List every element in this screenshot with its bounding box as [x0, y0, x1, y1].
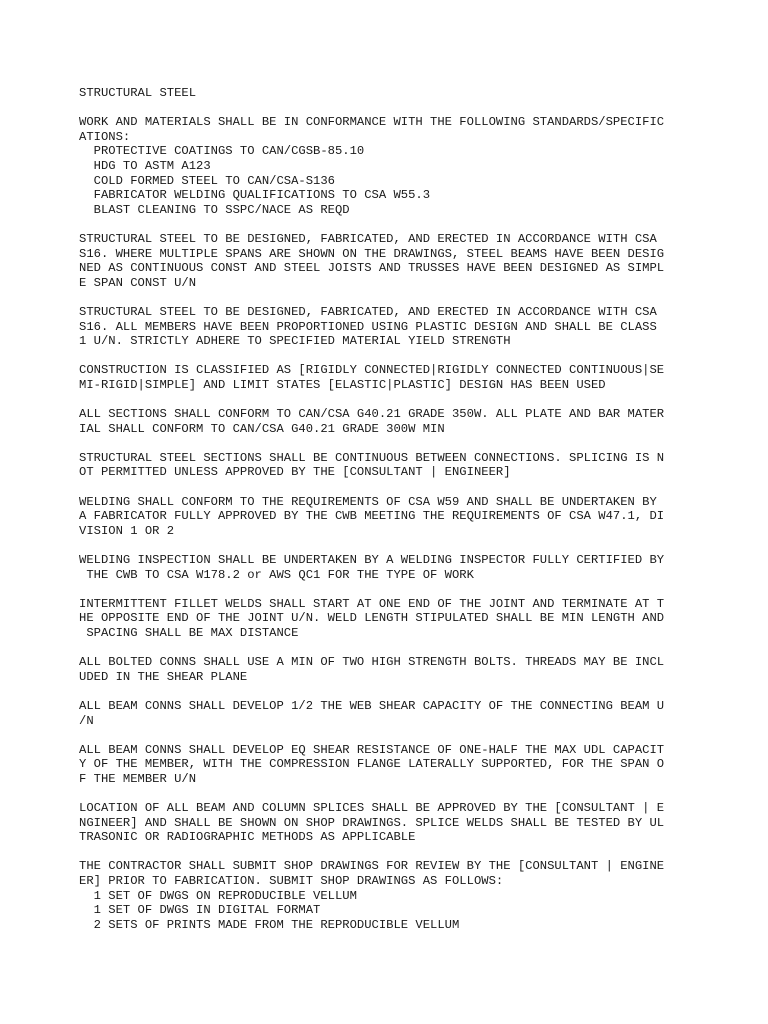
spec-line: ALL BEAM CONNS SHALL DEVELOP 1/2 THE WEB SHEAR CAPACITY OF THE CONNECTING BEAM U — [79, 698, 665, 713]
spec-line: 1 SET OF DWGS IN DIGITAL FORMAT — [79, 903, 321, 918]
spec-line: SPACING SHALL BE MAX DISTANCE — [79, 625, 299, 640]
spec-line: WORK AND MATERIALS SHALL BE IN CONFORMANCE WITH THE FOLLOWING STANDARDS/SPECIFIC — [79, 115, 665, 130]
spec-line: A FABRICATOR FULLY APPROVED BY THE CWB MEETING THE REQUIREMENTS OF CSA W47.1, DI — [79, 509, 665, 524]
spec-line: THE CONTRACTOR SHALL SUBMIT SHOP DRAWINGS FOR REVIEW BY THE [CONSULTANT | ENGINE — [79, 859, 665, 874]
spec-line: THE CWB TO CSA W178.2 or AWS QC1 FOR THE TYPE OF WORK — [79, 567, 474, 582]
spec-line: 1 U/N. STRICTLY ADHERE TO SPECIFIED MATERIAL YIELD STRENGTH — [79, 334, 511, 349]
spec-line: Y OF THE MEMBER, WITH THE COMPRESSION FLANGE LATERALLY SUPPORTED, FOR THE SPAN O — [79, 757, 665, 772]
spec-line: STRUCTURAL STEEL TO BE DESIGNED, FABRICATED, AND ERECTED IN ACCORDANCE WITH CSA — [79, 304, 657, 319]
spec-line: MI-RIGID|SIMPLE] AND LIMIT STATES [ELASTIC|PLASTIC] DESIGN HAS BEEN USED — [79, 377, 606, 392]
spec-sections — [79, 115, 699, 932]
spec-line: STRUCTURAL STEEL TO BE DESIGNED, FABRICATED, AND ERECTED IN ACCORDANCE WITH CSA — [79, 231, 657, 246]
spec-paragraph — [79, 743, 699, 787]
spec-line: ATIONS: — [79, 129, 131, 144]
spec-line: COLD FORMED STEEL TO CAN/CSA-S136 — [79, 173, 335, 188]
spec-paragraph — [79, 699, 699, 728]
spec-paragraph — [79, 305, 699, 349]
spec-paragraph — [79, 232, 699, 290]
spec-line: ALL BEAM CONNS SHALL DEVELOP EQ SHEAR RESISTANCE OF ONE-HALF THE MAX UDL CAPACIT — [79, 742, 665, 757]
spec-line: OT PERMITTED UNLESS APPROVED BY THE [CONSULTANT | ENGINEER] — [79, 465, 511, 480]
spec-line: INTERMITTENT FILLET WELDS SHALL START AT ONE END OF THE JOINT AND TERMINATE AT T — [79, 596, 665, 611]
spec-line: ALL SECTIONS SHALL CONFORM TO CAN/CSA G40.21 GRADE 350W. ALL PLATE AND BAR MATER — [79, 407, 665, 422]
spec-line: NGINEER] AND SHALL BE SHOWN ON SHOP DRAWINGS. SPLICE WELDS SHALL BE TESTED BY UL — [79, 815, 665, 830]
spec-line: 1 SET OF DWGS ON REPRODUCIBLE VELLUM — [79, 888, 357, 903]
spec-line: STRUCTURAL STEEL SECTIONS SHALL BE CONTINUOUS BETWEEN CONNECTIONS. SPLICING IS N — [79, 450, 665, 465]
spec-line: HDG TO ASTM A123 — [79, 158, 211, 173]
spec-line: CONSTRUCTION IS CLASSIFIED AS [RIGIDLY CONNECTED|RIGIDLY CONNECTED CONTINUOUS|SE — [79, 363, 665, 378]
spec-line: WELDING SHALL CONFORM TO THE REQUIREMENTS OF CSA W59 AND SHALL BE UNDERTAKEN BY — [79, 494, 657, 509]
spec-paragraph — [79, 655, 699, 684]
spec-paragraph — [79, 859, 699, 932]
spec-line: NED AS CONTINUOUS CONST AND STEEL JOISTS AND TRUSSES HAVE BEEN DESIGNED AS SIMPL — [79, 261, 665, 276]
spec-line: ALL BOLTED CONNS SHALL USE A MIN OF TWO HIGH STRENGTH BOLTS. THREADS MAY BE INCL — [79, 655, 665, 670]
spec-line: S16. ALL MEMBERS HAVE BEEN PROPORTIONED USING PLASTIC DESIGN AND SHALL BE CLASS — [79, 319, 657, 334]
spec-paragraph — [79, 407, 699, 436]
spec-line: FABRICATOR WELDING QUALIFICATIONS TO CSA W55.3 — [79, 188, 431, 203]
spec-line: F THE MEMBER U/N — [79, 771, 197, 786]
spec-line: BLAST CLEANING TO SSPC/NACE AS REQD — [79, 202, 350, 217]
spec-paragraph — [79, 597, 699, 641]
spec-paragraph — [79, 801, 699, 845]
spec-line: E SPAN CONST U/N — [79, 275, 197, 290]
spec-paragraph — [79, 363, 699, 392]
spec-line: S16. WHERE MULTIPLE SPANS ARE SHOWN ON THE DRAWINGS, STEEL BEAMS HAVE BEEN DESIG — [79, 246, 665, 261]
spec-line: PROTECTIVE COATINGS TO CAN/CGSB-85.10 — [79, 144, 365, 159]
document-title: STRUCTURAL STEEL — [79, 86, 197, 100]
spec-line: IAL SHALL CONFORM TO CAN/CSA G40.21 GRADE 300W MIN — [79, 421, 445, 436]
spec-paragraph — [79, 451, 699, 480]
spec-line: VISION 1 OR 2 — [79, 523, 175, 538]
spec-paragraph — [79, 495, 699, 539]
spec-paragraph — [79, 553, 699, 582]
spec-line: 2 SETS OF PRINTS MADE FROM THE REPRODUCIBLE VELLUM — [79, 917, 460, 932]
spec-line: TRASONIC OR RADIOGRAPHIC METHODS AS APPLICABLE — [79, 830, 416, 845]
spec-line: /N — [79, 713, 94, 728]
spec-paragraph — [79, 115, 699, 217]
spec-line: LOCATION OF ALL BEAM AND COLUMN SPLICES SHALL BE APPROVED BY THE [CONSULTANT | E — [79, 801, 665, 816]
spec-line: HE OPPOSITE END OF THE JOINT U/N. WELD LENGTH STIPULATED SHALL BE MIN LENGTH AND — [79, 611, 665, 626]
spec-line: UDED IN THE SHEAR PLANE — [79, 669, 248, 684]
spec-line: ER] PRIOR TO FABRICATION. SUBMIT SHOP DRAWINGS AS FOLLOWS: — [79, 874, 504, 889]
spec-line: WELDING INSPECTION SHALL BE UNDERTAKEN BY A WELDING INSPECTOR FULLY CERTIFIED BY — [79, 553, 665, 567]
document-page — [79, 86, 699, 947]
